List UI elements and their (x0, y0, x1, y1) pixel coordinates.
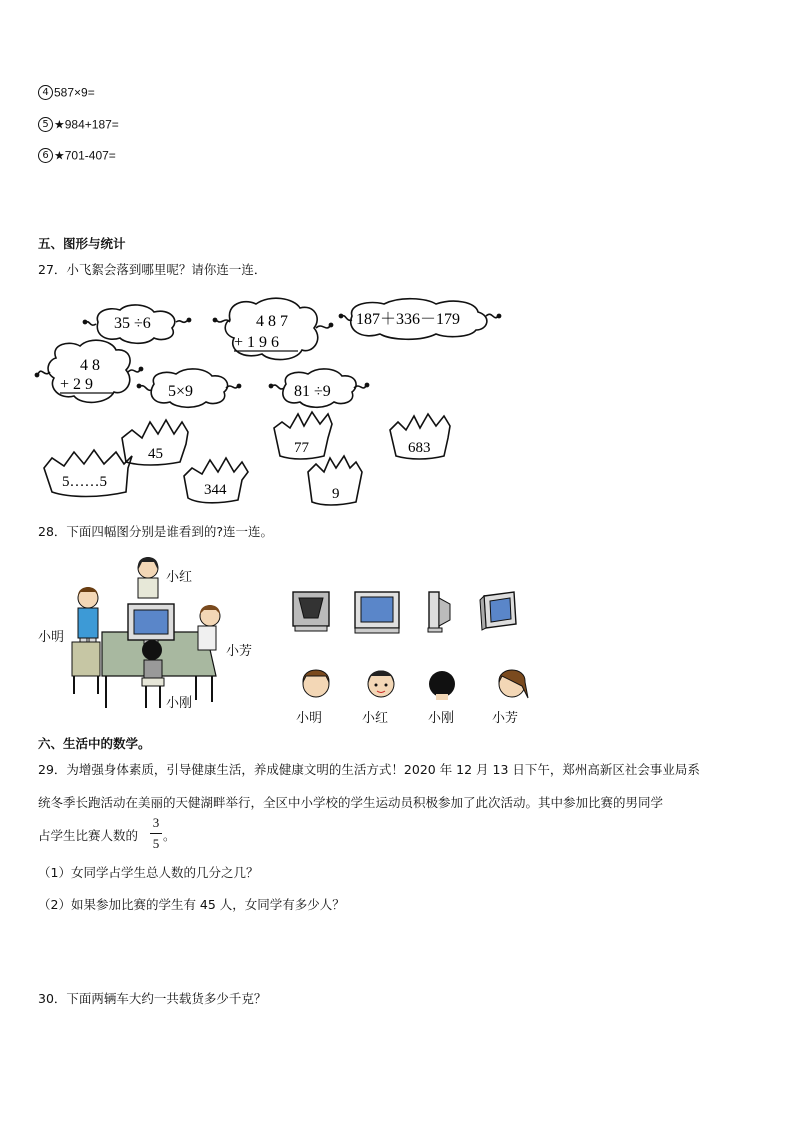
calc-item-4 (38, 84, 95, 100)
head-xiaohong (368, 671, 394, 698)
grass3-text: 344 (204, 482, 227, 498)
circled-number: 6 (38, 148, 53, 163)
section6-title: 六、生活中的数学。 (38, 736, 151, 751)
grass2-text: 45 (148, 446, 163, 462)
calc-expression: ★701-407= (54, 148, 116, 163)
q29-sub1: （1）女同学占学生总人数的几分之几？ (38, 865, 259, 880)
q27-text: 27．小飞絮会落到哪里呢？请你连一连． (38, 262, 267, 277)
q29-line1: 29．为增强身体素质，引导健康生活，养成健康文明的生活方式！2020 年 12 月 13 日下午，郑州高新区社会事业局系 (38, 762, 700, 777)
grass4-text: 77 (294, 440, 309, 456)
cloud4-top-text: 4 8 (80, 357, 100, 374)
head-xiaogang (429, 671, 455, 700)
grass1-text: 5……5 (62, 474, 107, 490)
grass6-text: 683 (408, 440, 431, 456)
cloud1-text: 35 ÷6 (114, 315, 151, 332)
q30-text: 30．下面两辆车大约一共载货多少千克？ (38, 991, 267, 1006)
dandelion-matching-figure (30, 292, 510, 512)
computer-front-view (355, 592, 399, 633)
circled-number: 4 (38, 85, 53, 100)
bottom-name-xiaohong: 小红 (362, 711, 389, 726)
label-xiaogang: 小刚 (166, 696, 193, 711)
cloud4-bottom-text: + 2 9 (60, 376, 94, 393)
label-xiaofang: 小芳 (226, 644, 253, 659)
q29-sub2: （2）如果参加比赛的学生有 45 人，女同学有多少人？ (38, 897, 345, 912)
children-around-computer-figure (66, 552, 236, 712)
q29-line3-pre: 占学生比赛人数的 (38, 828, 139, 843)
label-xiaoming: 小明 (38, 630, 65, 645)
calc-expression: ★984+187= (54, 117, 119, 132)
label-xiaohong: 小红 (166, 570, 193, 585)
cloud5-text: 5×9 (168, 383, 194, 400)
computer-views (290, 588, 530, 638)
computer-back-view (293, 592, 329, 631)
q29-line2: 统冬季长跑活动在美丽的天健湖畔举行，全区中小学校的学生运动员积极参加了此次活动。其中参加比赛的男同学 (38, 795, 664, 810)
section5-title: 五、图形与统计 (38, 236, 126, 251)
cloud2-bottom-text: + 1 9 6 (234, 334, 280, 351)
fraction-bar (150, 833, 162, 834)
calc-expression: 587×9= (54, 85, 95, 100)
bottom-name-xiaogang: 小刚 (428, 711, 455, 726)
computer-side-view (428, 592, 450, 632)
cloud2-top-text: 4 8 7 (256, 313, 288, 330)
children-heads (296, 664, 536, 704)
fraction-numerator: 3 (152, 815, 160, 830)
grass5-text: 9 (332, 486, 340, 502)
bottom-name-xiaofang: 小芳 (492, 711, 519, 726)
circled-number: 5 (38, 117, 53, 132)
calc-item-6 (38, 147, 116, 163)
cloud3-text: 187＋336－179 (356, 311, 461, 328)
q28-text: 28．下面四幅图分别是谁看到的?连一连。 (38, 524, 274, 539)
fraction-denominator: 5 (152, 836, 160, 851)
calc-item-5 (38, 116, 119, 132)
q29-line3-post: 。 (163, 828, 176, 843)
head-xiaofang (499, 670, 528, 698)
cloud6-text: 81 ÷9 (294, 383, 331, 400)
head-xiaoming (303, 670, 329, 697)
computer-angle-view (480, 592, 516, 630)
bottom-name-xiaoming: 小明 (296, 711, 323, 726)
